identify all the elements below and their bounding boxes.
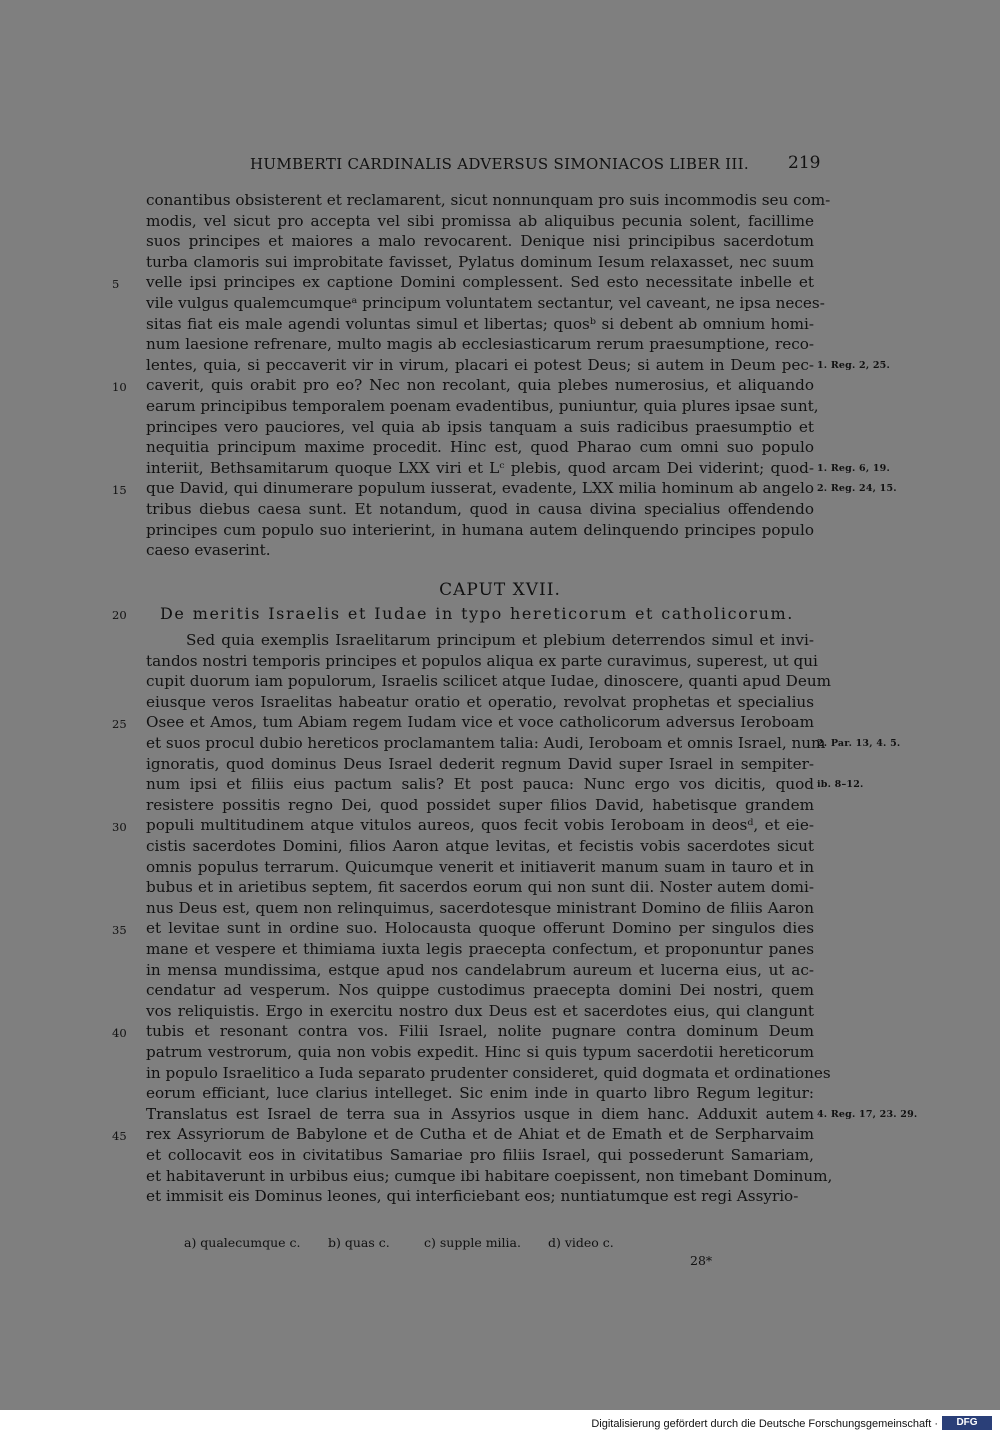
text-line: tribus diebus caesa sunt. Et notandum, quod in causa divina specialius offendendo (146, 500, 814, 518)
footnote-a: a) qualecumque c. (184, 1235, 301, 1250)
marginal-reference: 4. Reg. 17, 23. 29. (817, 1108, 918, 1120)
line-number: 30 (112, 820, 127, 835)
text-line: mane et vespere et thimiama iuxta legis praecepta confectum, et proponuntur panes (146, 940, 814, 958)
text-line: patrum vestrorum, quia non vobis expedit. Hinc si quis typum sacerdotii hereticorum (146, 1043, 814, 1061)
text-line: eorum efficiant, luce clarius intelleget. Sic enim inde in quarto libro Regum legitur: (146, 1084, 814, 1103)
text-line: rex Assyriorum de Babylone et de Cutha et de Ahiat et de Emath et de Serpharvaim (146, 1125, 814, 1144)
marginal-reference: 2. Reg. 24, 15. (817, 483, 897, 495)
line-number: 45 (112, 1129, 127, 1144)
text-line: et habitaverunt in urbibus eius; cumque ibi habitare coepissent, non timebant Dominum, (146, 1166, 833, 1185)
footnote-d: d) video c. (548, 1235, 614, 1250)
text-line: caverit, quis orabit pro eo? Nec non recolant, quia plebes numerosius, et aliquando (146, 376, 814, 395)
text-line: in mensa mundissima, estque apud nos candelabrum aureum et lucerna eius, ut ac- (146, 960, 814, 979)
text-line: caeso evaserint. (146, 541, 271, 560)
text-line: populi multitudinem atque vitulos aureos, quos fecit vobis Ieroboam in deosᵈ, et eie- (146, 816, 814, 835)
text-line: in populo Israelitico a Iuda separato prudenter consideret, quid dogmata et ordinationes (146, 1063, 831, 1082)
text-line: et levitae sunt in ordine suo. Holocausta quoque offerunt Domino per singulos dies (146, 919, 814, 938)
text-line: omnis populus terrarum. Quicumque venerit et initiaverit manum suam in tauro et in (146, 857, 814, 876)
line-number: 20 (112, 608, 127, 622)
text-line: lentes, quia, si peccaverit vir in virum, placari ei potest Deus; si autem in Deum pec- (146, 355, 814, 374)
chapter-heading: CAPUT XVII. (439, 580, 561, 600)
line-number: 25 (112, 717, 127, 732)
marginal-reference: 2. Par. 13, 4. 5. (817, 738, 901, 749)
text-line: bubus et in arietibus septem, fit sacerdos eorum qui non sunt dii. Noster autem domi- (146, 878, 814, 897)
text-line: cistis sacerdotes Domini, filios Aaron atque levitas, et fecistis vobis sacerdotes sicut (146, 837, 814, 855)
text-line: et collocavit eos in civitatibus Samariae pro filiis Israel, qui possederunt Samariam, (146, 1146, 814, 1164)
running-header: HUMBERTI CARDINALIS ADVERSUS SIMONIACOS LIBER III. (250, 155, 749, 173)
text-line: num laesione refrenare, multo magis ab ecclesiasticarum rerum praesumptione, reco- (146, 335, 814, 354)
text-line: cendatur ad vesperum. Nos quippe custodimus praecepta domini Dei nostri, quem (146, 981, 814, 1000)
line-number: 40 (112, 1026, 127, 1041)
marginal-reference: 1. Reg. 2, 25. (817, 359, 890, 371)
text-line: Sed quia exemplis Israelitarum principum et plebium deterrendos simul et invi- (186, 631, 814, 649)
text-line: principes cum populo suo interierint, in humana autem delinquendo principes populo (146, 520, 814, 539)
marginal-reference: 1. Reg. 6, 19. (817, 462, 890, 474)
text-line: resistere possitis regno Dei, quod possidet super filios David, habetisque grandem (146, 795, 814, 814)
text-line: suos principes et maiores a malo revocarent. Denique nisi principibus sacerdotum (146, 232, 814, 251)
marginal-reference: ib. 8–12. (817, 779, 864, 791)
text-line: conantibus obsisterent et reclamarent, sicut nonnunquam pro suis incommodis seu com- (146, 191, 831, 209)
text-line: num ipsi et filiis eius pactum salis? Et post pauca: Nunc ergo vos dicitis, quod (146, 775, 814, 794)
text-line: Translatus est Israel de terra sua in Assyrios usque in diem hanc. Adduxit autem (146, 1104, 814, 1123)
text-line: nus Deus est, quem non relinquimus, sacerdotesque ministrant Domino de filiis Aaron (146, 898, 814, 917)
text-line: eiusque veros Israelitas habeatur oratio et operatio, revolvat prophetas et specialius (146, 692, 814, 711)
text-line: interiit, Bethsamitarum quoque LXX viri et Lᶜ plebis, quod arcam Dei viderint; quod- (146, 458, 814, 477)
chapter-subtitle: De meritis Israelis et Iudae in typo hereticorum et catholicorum. (160, 604, 794, 623)
text-line: modis, vel sicut pro accepta vel sibi promissa ab aliquibus pecunia solent, facillime (146, 211, 814, 230)
dfg-logo: DFG (942, 1416, 992, 1430)
line-number: 5 (112, 277, 120, 292)
line-number: 35 (112, 923, 127, 938)
footnote-c: c) supple milia. (424, 1235, 521, 1250)
text-line: et suos procul dubio hereticos proclamantem talia: Audi, Ieroboam et omnis Israel, num (146, 734, 826, 752)
text-line: Osee et Amos, tum Abiam regem Iudam vice et voce catholicorum adversus Ieroboam (146, 713, 814, 732)
footnote-b: b) quas c. (328, 1235, 390, 1250)
signature-mark: 28* (690, 1253, 713, 1268)
text-line: sitas fiat eis male agendi voluntas simul et libertas; quosᵇ si debent ab omnium homi- (146, 314, 814, 333)
page-number: 219 (788, 153, 821, 173)
line-number: 10 (112, 380, 127, 395)
text-line: ignoratis, quod dominus Deus Israel dederit regnum David super Israel in sempiter- (146, 754, 814, 773)
text-line: que David, qui dinumerare populum iusserat, evadente, LXX milia hominum ab angelo (146, 479, 814, 498)
text-line: tubis et resonant contra vos. Filii Israel, nolite pugnare contra dominum Deum (146, 1022, 814, 1041)
text-line: et immisit eis Dominus leones, qui interficiebant eos; nuntiatumque est regi Assyrio- (146, 1187, 799, 1206)
text-line: tandos nostri temporis principes et populos aliqua ex parte curavimus, superest, ut qui (146, 651, 818, 670)
text-line: nequitia principum maxime procedit. Hinc est, quod Pharao cum omni suo populo (146, 438, 814, 457)
text-line: vile vulgus qualemcumqueᵃ principum voluntatem sectantur, vel caveant, ne ipsa neces- (146, 294, 825, 312)
text-line: velle ipsi principes ex captione Domini complessent. Sed esto necessitate inbelle et (146, 273, 814, 292)
text-line: earum principibus temporalem poenam evadentibus, puniuntur, quia plures ipsae sunt, (146, 397, 819, 415)
funding-footer: Digitalisierung gefördert durch die Deutsche Forschungsgemeinschaft · (591, 1418, 938, 1430)
text-line: vos reliquistis. Ergo in exercitu nostro dux Deus est et sacerdotes eius, qui clangunt (146, 1001, 814, 1020)
line-number: 15 (112, 483, 127, 498)
text-line: cupit duorum iam populorum, Israelis scilicet atque Iudae, dinoscere, quanti apud Deum (146, 672, 832, 691)
text-line: principes vero pauciores, vel quia ab ipsis tanquam a suis radicibus praesumptio et (146, 417, 814, 436)
text-line: turba clamoris sui improbitate favisset, Pylatus dominum Iesum relaxasset, nec suum (146, 252, 814, 271)
